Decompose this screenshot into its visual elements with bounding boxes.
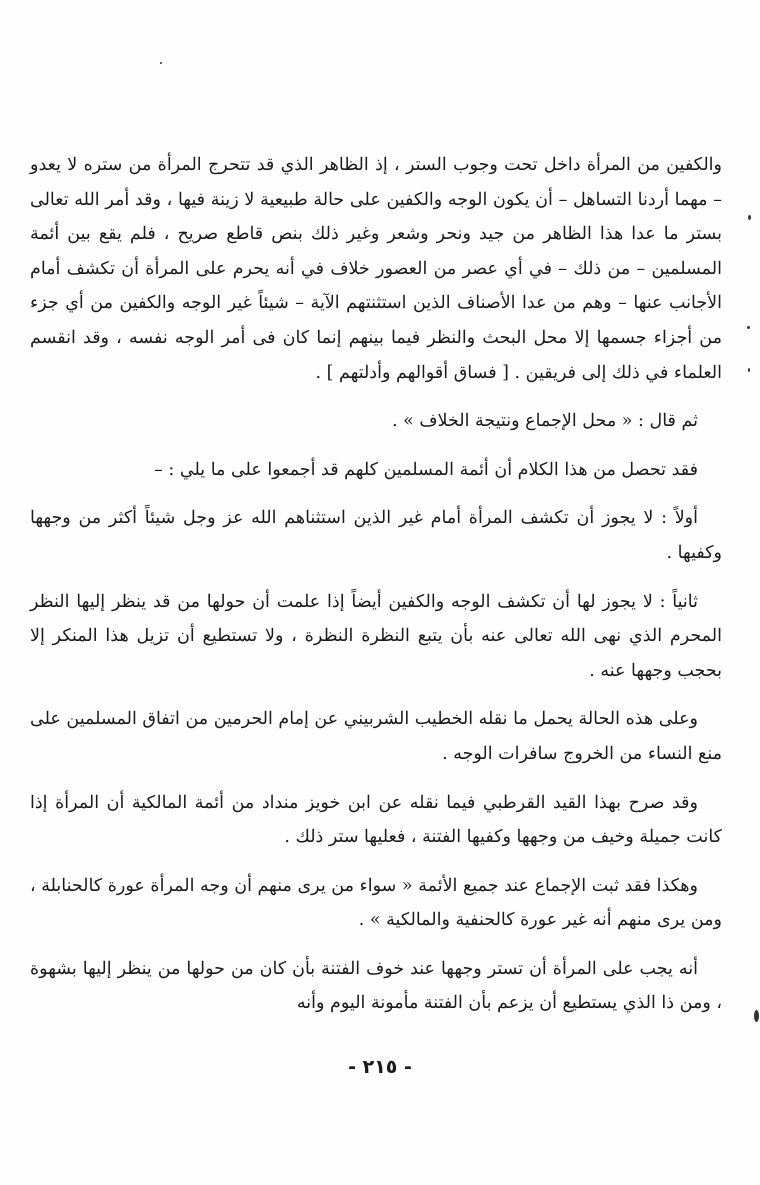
paragraph: فقد تحصل من هذا الكلام أن أئمة المسلمين كلهم قد أجمعوا على ما يلي : – bbox=[154, 459, 698, 480]
paragraph: أنه يجب على المرأة أن تستر وجهها عند خوف الفتنة بأن كان من حولها من ينظر إليها بشهوة ، ومن ذا الذي يستطيع أن يزعم بأن الفتنة مأمونة اليوم وأنه bbox=[30, 958, 722, 1014]
paragraph: أولاً : لا يجوز أن تكشف المرأة أمام غير الذين استثناهم الله عز وجل شيئاً أكثر من وجهها وكفيها . bbox=[30, 508, 722, 563]
paragraph: وعلى هذه الحالة يحمل ما نقله الخطيب الشربيني عن إمام الحرمين من اتفاق المسلمين على منع النساء من الخروج سافرات الوجه . bbox=[30, 709, 722, 764]
paragraph: ثم قال : « محل الإجماع ونتيجة الخلاف » . bbox=[392, 411, 698, 432]
body-text bbox=[30, 148, 722, 1021]
page-number: - ٢١٥ - bbox=[348, 1056, 412, 1078]
scan-speck bbox=[747, 326, 750, 329]
paragraph: والكفين من المرأة داخل تحت وجوب الستر ، إذ الظاهر الذي قد تتحرج المرأة من ستره لا يعدو – مهما أردنا التساهل – أن يكون الوجه والكفين على حالة طبيعية لا زينة فيها ، وقد أمر الله تعالى بستر ما عدا هذا الظاهر من جيد ونحر وشعر وغير ذلك بنص قاطع صريح ، فلم يقع بين أئمة المسلمين – من ذلك – في أي عصر من العصور خلاف في أنه يحرم على المرأة أن تكشف أمام الأجانب عنها – وهم من عدا الأصناف الذين استثنتهم الآية – شيئاً غير الوجه والكفين من أي جزء من أجزاء جسمها إلا محل البحث والنظر فيما بينهم إنما كان فى أمر الوجه نفسه ، وقد انقسم العلماء في ذلك إلى فريقين . [ فساق أقوالهم وأدلتهم ] . bbox=[30, 155, 722, 383]
scan-speck bbox=[160, 62, 162, 64]
paragraph: وهكذا فقد ثبت الإجماع عند جميع الأئمة « سواء من يرى منهم أن وجه المرأة عورة كالحنابلة ، ومن يرى منهم أنه غير عورة كالحنفية والمالكية » . bbox=[30, 875, 722, 931]
paragraph: ثانياً : لا يجوز لها أن تكشف الوجه والكفين أيضاً إذا علمت أن حولها من قد ينظر إليها النظر المحرم الذي نهى الله تعالى عنه بأن يتبع النظرة النظرة ، ولا تستطيع أن تزيل هذا المنكر إلا بحجب وجهها عنه . bbox=[30, 591, 722, 681]
scan-speck bbox=[754, 1010, 759, 1022]
scan-speck bbox=[748, 368, 750, 372]
paragraph: وقد صرح بهذا القيد القرطبي فيما نقله عن ابن خويز منداد من أئمة المالكية أن المرأة إذا كانت جميلة وخيف من وجهها وكفيها الفتنة ، فعليها ستر ذلك . bbox=[30, 792, 722, 848]
scan-speck bbox=[748, 215, 751, 220]
